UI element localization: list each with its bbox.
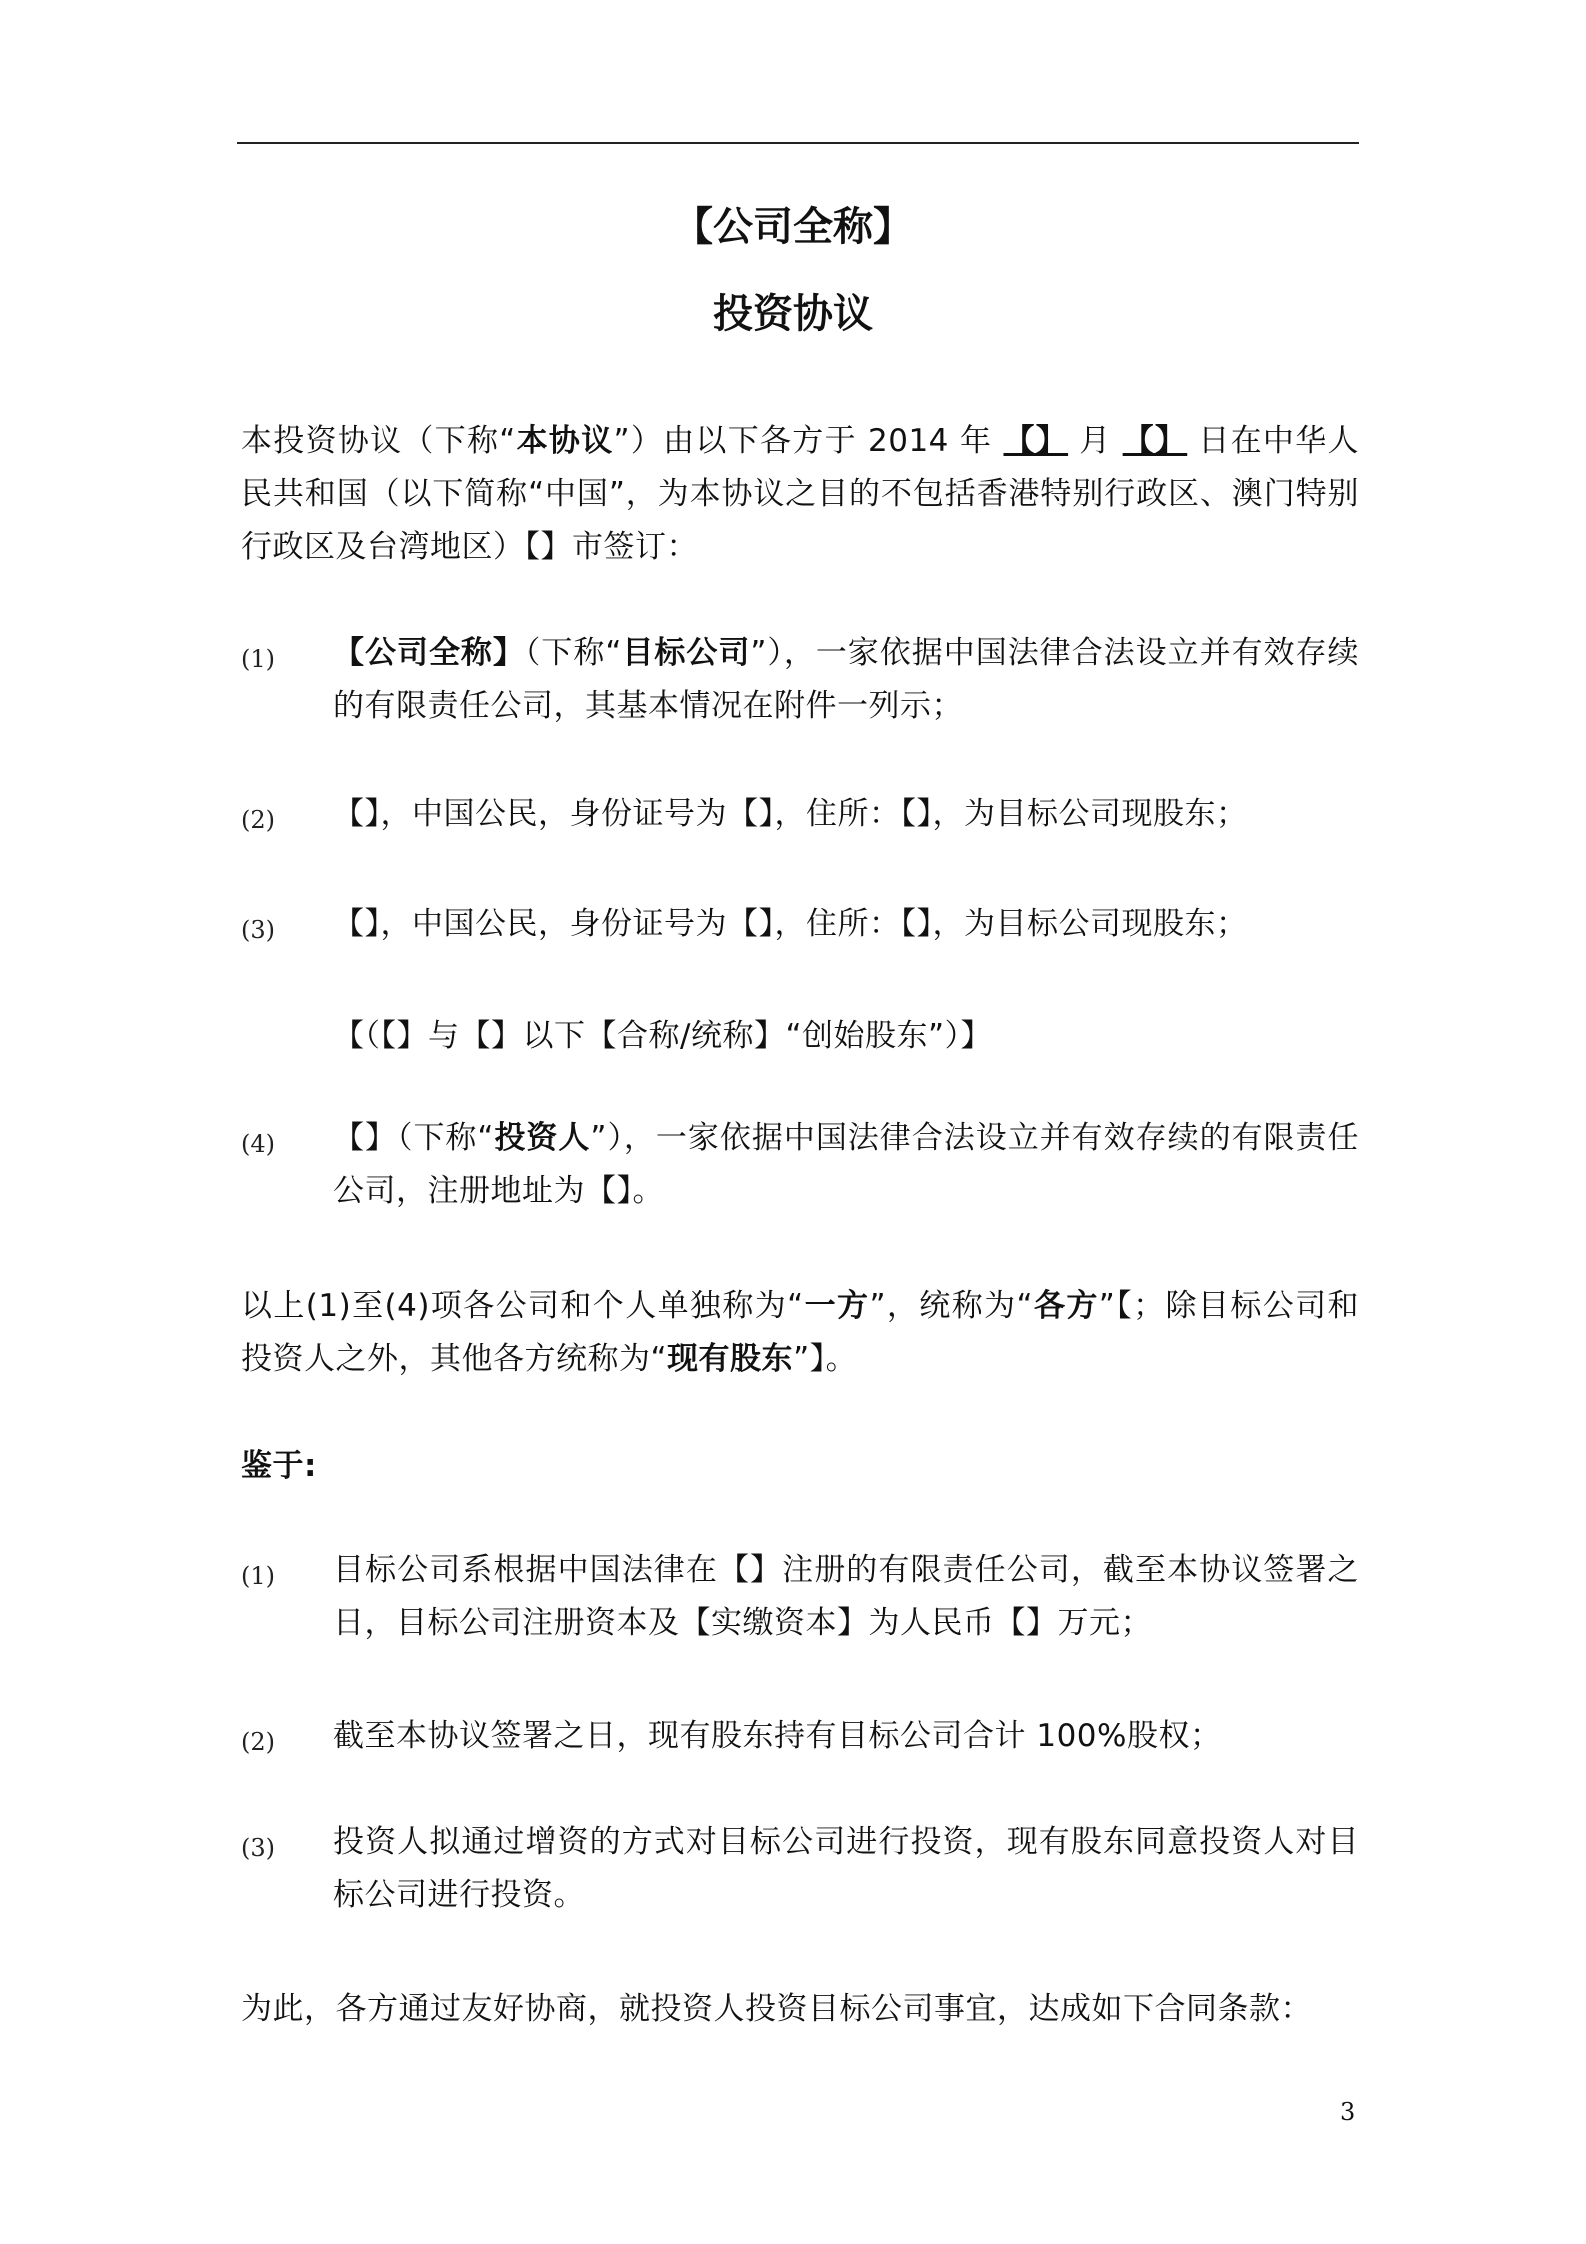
closing-paragraph: 为此，各方通过友好协商，就投资人投资目标公司事宜，达成如下合同条款： bbox=[241, 1991, 1312, 2027]
intro-paragraph: 本投资协议（下称“本协议”）由以下各方于 2014 年 【】 月 【】 日在中华人民共和国（以下简称“中国”，为本协议之目的不包括香港特别行政区、澳门特别行政区及台湾地区）【】市签订： bbox=[241, 423, 1360, 565]
page-number: 3 bbox=[1340, 2098, 1356, 2126]
header-rule bbox=[237, 142, 1359, 144]
company-title: 【公司全称】 bbox=[673, 204, 913, 250]
whereas-heading: 鉴于: bbox=[241, 1448, 317, 1484]
agreement-title: 投资协议 bbox=[713, 291, 873, 337]
document-page: 【公司全称】 投资协议 本投资协议（下称“本协议”）由以下各方于 2014 年 【】 月 【】 日在中华人民共和国（以下简称“中国”，为本协议之目的不包括香港特别行政区、澳门特别行政区及台湾地区）【】市签订： (1) 【公司全称】（下称“目标公司”），一家依据中国法律合法设立并有效存续的有限责任公司，其基本情况在附件一列示； (2) 【】，中国公民，身份证号为【】，住所：【】，为目标公司现股东； (3) 【】，中国公民，身份证号为【】，住所：【】，为目标公司现股东； 【（【】与【】以下【合称/统称】“创始股东”）】 (4) 【】（下称“投资人”），一家依据中国法律合法设立并有效存续的有限责任公司，注册地址为【】。 以上(1)至(4)项各公司和个人单独称为“一方”，统称为“各方”【；除目标公司和投资人之外，其他各方统称为“现有股东”】。 鉴于: (1) 目标公司系根据中国法律在【】注册的有限责任公司，截至本协议签署之日，目标公司注册资本及【实缴资本】为人民币【】万元； (2) 截至本协议签署之日，现有股东持有目标公司合计 100%股权； (3) 投资人拟通过增资的方式对目标公司进行投资，现有股东同意投资人对目标公司进行投资。 为此，各方通过友好协商，就投资人投资目标公司事宜，达成如下合同条款： 3 bbox=[0, 0, 1586, 2244]
summary-paragraph: 以上(1)至(4)项各公司和个人单独称为“一方”，统称为“各方”【；除目标公司和投资人之外，其他各方统称为“现有股东”】。 bbox=[241, 1288, 1360, 1377]
